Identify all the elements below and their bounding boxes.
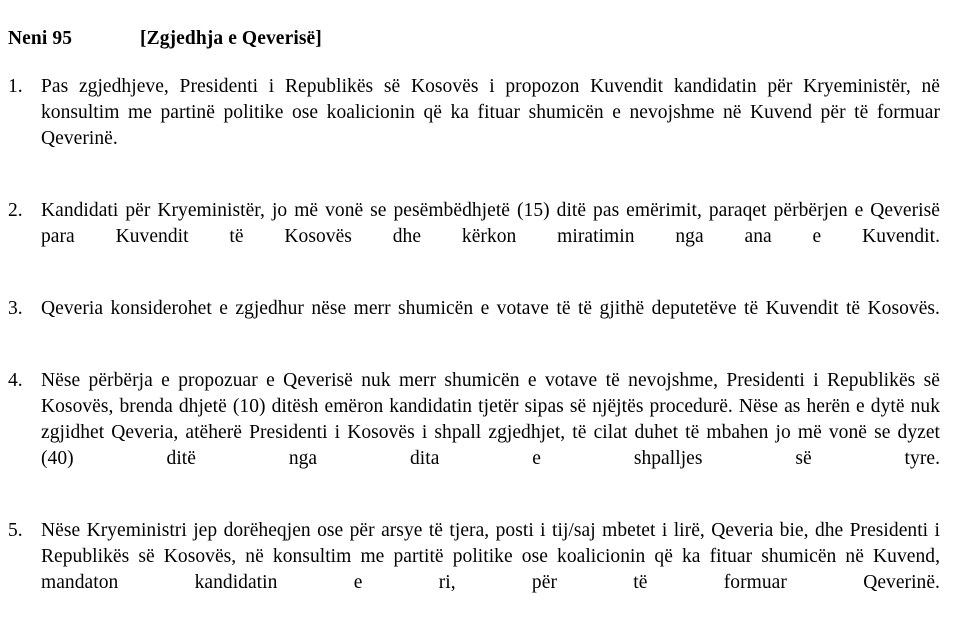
clause-text: Nëse përbërja e propozuar e Qeverisë nuk merr shumicën e votave të nevojshme, Presidenti i Republikës së Kosovës, brenda dhjetë (10) ditësh emëron kandidatin tjetër sipas së njëjtës procedurë. Nëse as herën e dytë nuk zgjidhet Qeveria, atëherë Presidenti i Kosovës i shpall zgjedhjet, të cilat duhet të mbahen jo më vonë se dyzet (40) ditë nga dita e shpalljes së tyre. — [41, 370, 940, 469]
clause-item — [8, 296, 940, 348]
clause-text: Kandidati për Kryeministër, jo më vonë se pesëmbëdhjetë (15) ditë pas emërimit, paraqet përbërjen e Qeverisë para Kuvendit të Kosovës dhe kërkon miratimin nga ana e Kuvendit. — [41, 200, 940, 247]
clause-item — [8, 518, 940, 622]
clause-text: Pas zgjedhjeve, Presidenti i Republikës së Kosovës i propozon Kuvendit kandidatin për Kryeministër, në konsultim me partinë politike ose koalicionin që ka fituar shumicën e nevojshme në Kuvend për të formuar Qeverinë. — [41, 76, 940, 149]
clause-text: Nëse Kryeministri jep dorëheqjen ose për arsye të tjera, posti i tij/saj mbetet i lirë, Qeveria bie, dhe Presidenti i Republikës së Kosovës, në konsultim me partitë politike ose koalicionin që ka fituar shumicën në Kuvend, mandaton kandidatin e ri, për të formuar Qeverinë. — [41, 520, 940, 593]
clause-item — [8, 198, 940, 276]
clause-marker: 5. — [8, 520, 23, 541]
clause-marker: 1. — [8, 76, 23, 97]
article-number: Neni 95 — [8, 28, 73, 49]
clause-marker: 2. — [8, 200, 23, 221]
clause-text: Qeveria konsiderohet e zgjedhur nëse merr shumicën e votave të të gjithë deputetëve të Kuvendit të Kosovës. — [41, 298, 940, 319]
clause-item — [8, 74, 940, 178]
article-heading — [8, 26, 940, 52]
clause-list — [8, 74, 940, 622]
clause-marker: 3. — [8, 298, 23, 319]
article-title: [Zgjedhja e Qeverisë] — [140, 28, 322, 49]
clause-marker: 4. — [8, 370, 23, 391]
clause-item — [8, 368, 940, 498]
